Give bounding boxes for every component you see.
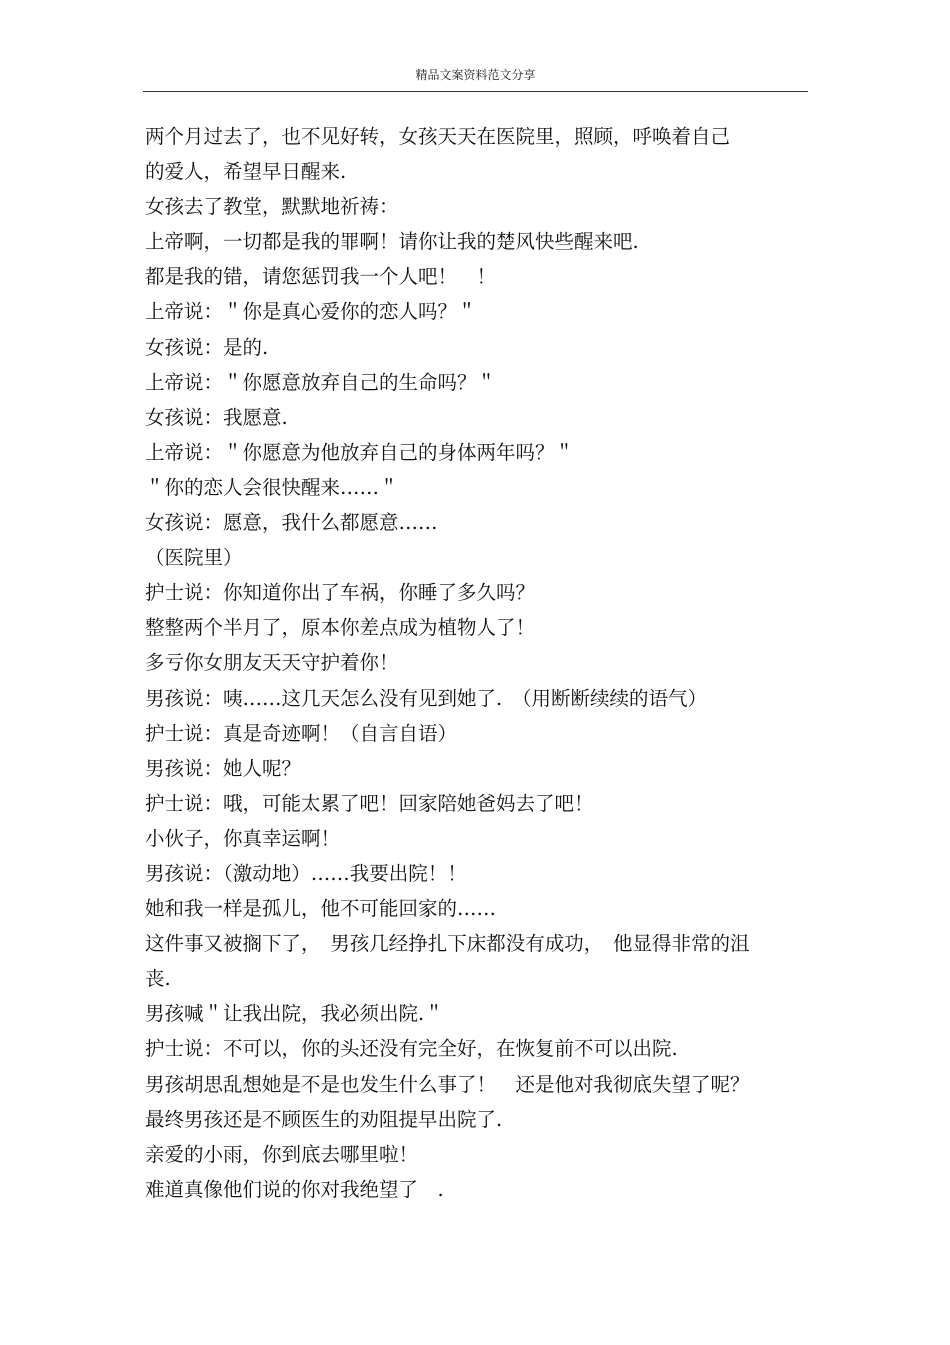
document-body bbox=[145, 119, 810, 1207]
text-line: 难道真像他们说的你对我绝望了 . bbox=[145, 1177, 444, 1201]
text-line: 女孩去了教堂，默默地祈祷： bbox=[145, 195, 399, 219]
text-line: 上帝说：＂你愿意为他放弃自己的身体两年吗？＂ bbox=[145, 440, 575, 464]
text-line: 多亏你女朋友天天守护着你！ bbox=[145, 651, 399, 675]
page-header-title: 精品文案资料范文分享 bbox=[415, 68, 536, 82]
text-line: 最终男孩还是不顾医生的劝阻提早出院了. bbox=[145, 1107, 503, 1131]
text-line: 男孩胡思乱想她是不是也发生什么事了！ 还是他对我彻底失望了呢？ bbox=[145, 1072, 750, 1096]
text-line: （医院里） bbox=[145, 546, 243, 570]
text-line: 女孩说：我愿意. bbox=[145, 405, 288, 429]
text-line: ＂你的恋人会很快醒来……＂ bbox=[145, 475, 399, 499]
text-line: 女孩说：愿意，我什么都愿意…… bbox=[145, 511, 438, 535]
text-line: 都是我的错，请您惩罚我一个人吧！ ！ bbox=[145, 265, 497, 289]
text-line: 男孩喊＂让我出院，我必须出院.＂ bbox=[145, 1002, 444, 1026]
text-line: 丧. bbox=[145, 967, 171, 991]
text-line: 亲爱的小雨，你到底去哪里啦！ bbox=[145, 1142, 419, 1166]
text-line: 男孩说：（激动地）……我要出院！！ bbox=[145, 861, 467, 885]
text-line: 护士说：你知道你出了车祸，你睡了多久吗？ bbox=[145, 581, 536, 605]
text-line: 上帝说：＂你是真心爱你的恋人吗？＂ bbox=[145, 300, 477, 324]
text-line: 护士说：真是奇迹啊！（自言自语） bbox=[145, 721, 458, 745]
text-line: 整整两个半月了，原本你差点成为植物人了！ bbox=[145, 616, 536, 640]
text-line: 两个月过去了，也不见好转，女孩天天在医院里，照顾，呼唤着自己 bbox=[145, 125, 731, 148]
text-line: 的爱人，希望早日醒来. bbox=[145, 160, 347, 184]
text-line: 她和我一样是孤儿，他不可能回家的…… bbox=[145, 897, 497, 921]
text-line: 男孩说：咦……这几天怎么没有见到她了. （用断断续续的语气） bbox=[145, 686, 707, 710]
text-line: 小伙子，你真幸运啊！ bbox=[145, 826, 341, 850]
text-line: 护士说：不可以，你的头还没有完全好，在恢复前不可以出院. bbox=[145, 1037, 678, 1061]
text-line: 上帝啊，一切都是我的罪啊！请你让我的楚风快些醒来吧. bbox=[145, 230, 639, 254]
text-line: 上帝说：＂你愿意放弃自己的生命吗？＂ bbox=[145, 370, 497, 394]
header-divider bbox=[143, 91, 808, 92]
text-line: 护士说：哦，可能太累了吧！回家陪她爸妈去了吧！ bbox=[145, 791, 594, 815]
text-line: 这件事又被搁下了， 男孩几经挣扎下床都没有成功， 他显得非常的沮 bbox=[145, 932, 750, 956]
text-line: 女孩说：是的. bbox=[145, 335, 269, 359]
text-line: 男孩说：她人呢？ bbox=[145, 756, 302, 780]
